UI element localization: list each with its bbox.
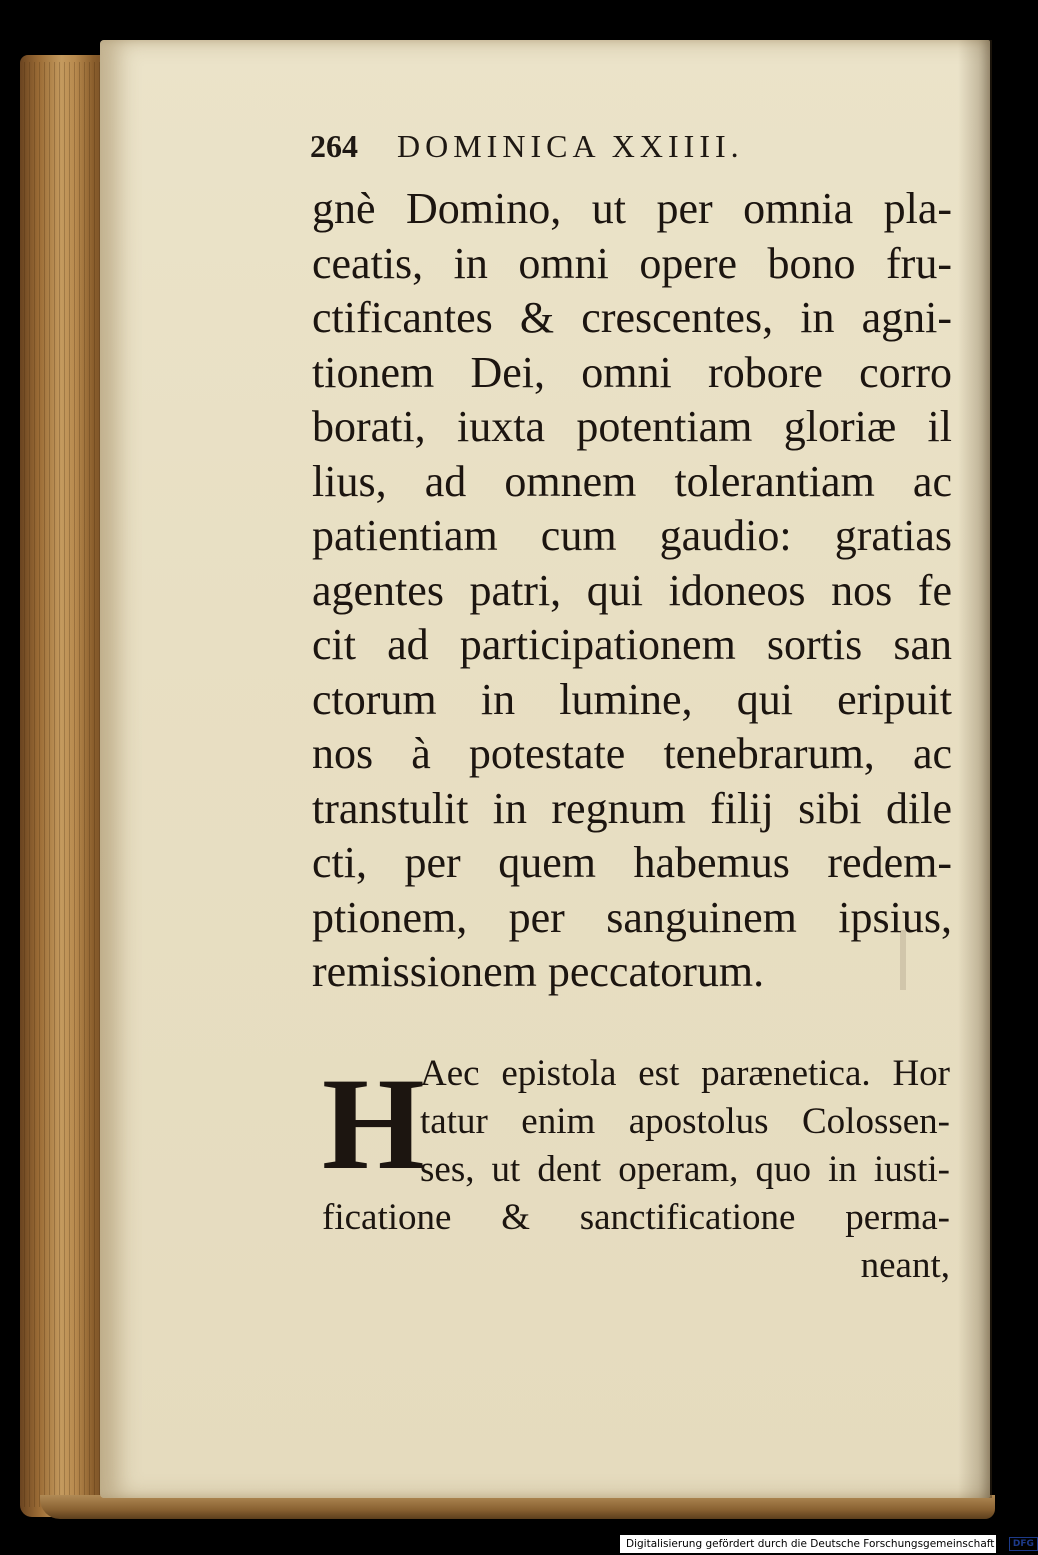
text-line: tionem Dei, omni robore corro — [312, 347, 952, 397]
text-line: cti, per quem habemus redem- — [312, 838, 952, 887]
commentary-line: tatur enim apostolus Colossen- — [420, 1101, 950, 1142]
text-line: cit ad participationem sortis san — [312, 620, 952, 669]
text-line: ceatis, in omni opere bono fru- — [312, 238, 952, 288]
credit-text: Digitalisierung gefördert durch die Deutsche Forschungsgemeinschaft - — [626, 1538, 1002, 1550]
text-line: ptionem, per sanguinem ipsius, — [312, 892, 952, 942]
text-line: agentes patri, qui idoneos nos fe — [312, 565, 952, 615]
commentary-line: ses, ut dent operam, quo in iusti- — [420, 1149, 950, 1190]
text-line: remissionem peccatorum. — [312, 947, 765, 996]
commentary-text — [322, 1050, 950, 1290]
text-line: lius, ad omnem tolerantiam ac — [312, 456, 952, 506]
text-line: ctorum in lumine, qui eripuit — [312, 674, 952, 724]
text-line: patientiam cum gaudio: gratias — [312, 511, 952, 560]
running-title: DOMINICA XXIIII. — [397, 128, 744, 164]
commentary-line: Aec epistola est parænetica. Hor — [420, 1053, 950, 1094]
page-edge-lines — [24, 62, 108, 1507]
text-line: ctificantes & crescentes, in agni- — [312, 293, 952, 342]
epistle-text — [312, 182, 952, 1000]
page-edges-bottom — [40, 1495, 995, 1519]
drop-cap: H — [322, 1050, 425, 1197]
text-line: borati, iuxta potentiam gloriæ il — [312, 402, 952, 451]
commentary-line: ficatione & sanctificatione perma- — [322, 1197, 950, 1238]
dfg-logo: DFG — [1009, 1537, 1038, 1551]
text-line: gnè Domino, ut per omnia pla- — [312, 184, 952, 233]
text-line: transtulit in regnum filij sibi dile — [312, 783, 952, 833]
text-line: nos à potestate tenebrarum, ac — [312, 729, 952, 778]
page-gutter-shadow — [958, 40, 992, 1498]
catchword: neant, — [860, 1245, 950, 1286]
running-header — [310, 128, 744, 165]
digitization-credit — [620, 1535, 1034, 1553]
page-number: 264 — [310, 128, 358, 164]
